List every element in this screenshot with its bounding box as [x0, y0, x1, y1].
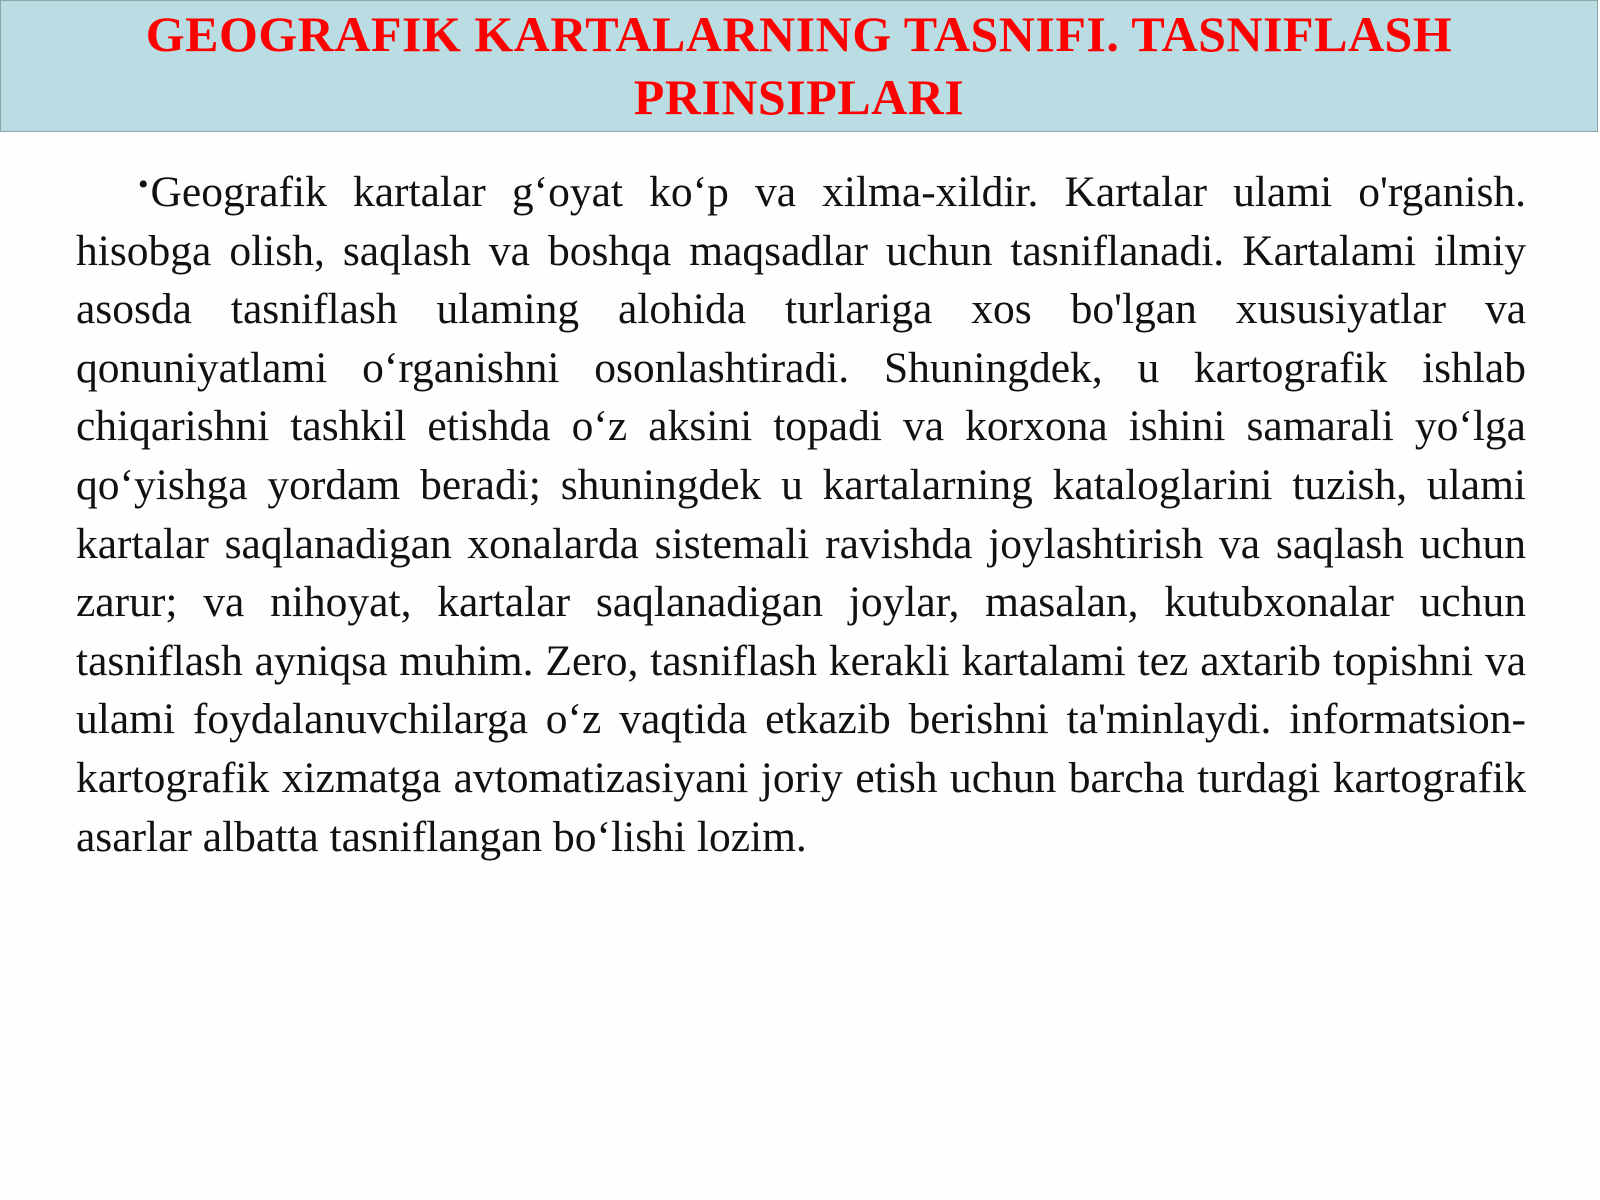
slide-title: GEOGRAFIK KARTALARNING TASNIFI. TASNIFLASH PRINSIPLARI: [145, 6, 1453, 125]
title-bar: [0, 0, 1598, 132]
bullet-icon: •: [138, 168, 149, 201]
paragraph-text: Geografik kartalar g‘oyat ko‘p va xilma-xildir. Kartalar ulami o'rganish. hisobga olish, saqlash va boshqa maqsadlar uchun tasniflanadi. Kartalami ilmiy asosda tasniflash ulaming alohida turlariga xos bo'lgan xususiyatlar va qonuniyatlami o‘rganishni osonlashtiradi. Shuningdek, u kartografik ishlab chiqarishni tashkil etishda o‘z aksini topadi va korxona ishini samarali yo‘lga qo‘yishga yordam beradi; shuningdek u kartalarning kataloglarini tuzish, ulami kartalar saqlanadigan xonalarda sistemali ravishda joylashtirish va saqlash uchun zarur; va nihoyat, kartalar saqlanadigan joylar, masalan, kutubxonalar uchun tasniflash ayniqsa muhim. Zero, tasniflash kerakli kartalami tez axtarib topishni va ulami foydalanuvchilarga o‘z vaqtida etkazib berishni ta'minlaydi. informatsion-kartografik xizmatga avtomatizasiyani joriy etish uchun barcha turdagi kartografik asarlar albatta tasniflangan bo‘lishi lozim.: [76, 168, 1526, 861]
body-paragraph: [76, 156, 1526, 866]
